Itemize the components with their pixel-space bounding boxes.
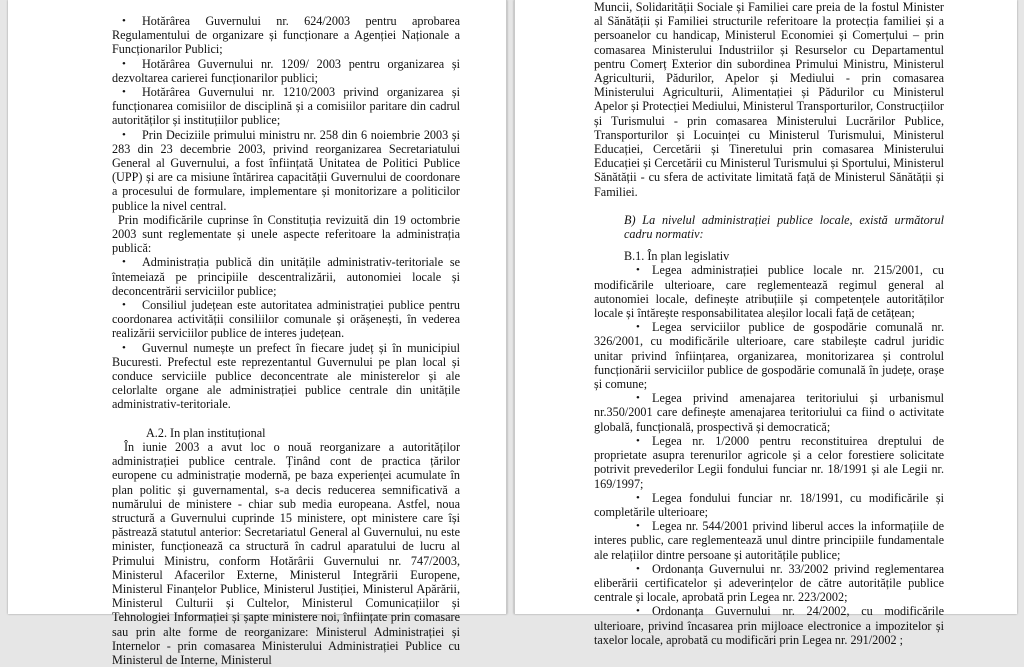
bullet-icon: •	[122, 256, 126, 269]
list-item-text: Administrația publică din unitățile administrativ-teritoriale se întemeiază pe principiile descentralizării, autonomiei locale și deconcentrării serviciilor publice;	[112, 255, 460, 298]
list-item	[594, 519, 944, 562]
bullet-icon: •	[636, 491, 640, 504]
section-a2-text: În iunie 2003 a avut loc o nouă reorganizare a autorităților administrației publice centrale. Ținând cont de practica țărilor europene cu administrație modernă, pe baza experienței acumulate în plan politic și guvernamental, s-a decis reducerea semnificativă a numărului de ministere - chiar sub media europeana. Astfel, noua structură a Guvernului cuprinde 15 ministere, opt ministere care își păstrează statutul anterior: Secretariatul General al Guvernului, nu este minister, funcționează ca structură în cadrul aparatului de lucru al Primului Ministru, conform Hotărârii Guvernului nr. 747/2003, Ministerul Afacerilor Externe, Ministerul Integrării Europene, Ministerul Finanțelor Publice, Ministerul Justiției, Ministerul Apărării, Ministerul Culturii și Cultelor, Ministerul Comunicațiilor și Tehnologiei Informației și șapte ministere noi, înființate prin comasare sau prin alte forme de reorganizare: Ministerul Administrației și Internelor - prin comasarea Ministerului Administrației Publice cu Ministerul de Interne, Ministerul	[112, 439, 460, 667]
constitution-list	[112, 255, 460, 411]
bullet-icon: •	[636, 392, 640, 405]
page-left-text-column	[112, 14, 460, 667]
page-right-text-column	[594, 0, 944, 647]
bullet-icon: •	[636, 520, 640, 533]
local-legislation-list	[594, 263, 944, 646]
constitution-paragraph: Prin modificările cuprinse în Constituția revizuită din 19 octombrie 2003 sunt reglementate și unele aspecte referitoare la administrația publică:	[112, 212, 460, 256]
list-item-text: Consiliul județean este autoritatea administrației publice pentru coordonarea activității consiliilor comunale și orășenești, în vederea realizării serviciilor publice de interes județean.	[112, 298, 460, 341]
list-item	[594, 391, 944, 434]
list-item	[112, 128, 460, 213]
section-b1-heading: B.1. În plan legislativ	[624, 249, 730, 264]
list-item	[594, 263, 944, 320]
bullet-icon: •	[636, 562, 640, 575]
list-item	[594, 604, 944, 647]
list-item-text: Hotărârea Guvernului nr. 624/2003 pentru aprobarea Regulamentului de organizare și funcționare a Agenției Naționale a Funcționarilor Publici;	[112, 14, 460, 57]
list-item-text: Legea administrației publice locale nr. 215/2001, cu modificările ulterioare, care reglementează regimul general al autonomiei locale, definește atribuțiile și competențele autorităților locale și întărește responsabilitatea aleșilor locali față de cetățean;	[594, 263, 944, 321]
section-b-heading: B) La nivelul administrației publice locale, există următorul cadru normativ:	[624, 212, 944, 242]
document-page-left	[8, 0, 507, 667]
section-a2-heading: A.2. In plan instituțional	[146, 425, 266, 440]
list-item	[594, 434, 944, 491]
legislation-list-top	[112, 14, 460, 213]
bullet-icon: •	[636, 264, 640, 277]
list-item-text: Ordonanța Guvernului nr. 33/2002 privind reglementarea eliberării certificatelor și adeverințelor de către autoritățile publice centrale și locale, aprobată prin Legea nr. 223/2002;	[594, 561, 944, 605]
list-item	[112, 298, 460, 341]
list-item-text: Legea serviciilor publice de gospodărie comunală nr. 326/2001, cu modificările ulterioare, care stabilește cadrul juridic unitar privind înființarea, organizarea, monitorizarea și controlul funcționării serviciilor publice de gospodărie comunală în județe, orașe și comune;	[594, 320, 944, 392]
bullet-icon: •	[636, 321, 640, 334]
list-item-text: Ordonanța Guvernului nr. 24/2002, cu modificările ulterioare, privind încasarea prin mijloace electronice a impozitelor și taxelor locale, aprobată cu modificări prin Legea nr. 291/2002 ;	[594, 604, 944, 647]
list-item	[112, 341, 460, 412]
list-item-text: Hotărârea Guvernului nr. 1210/2003 privind organizarea și funcționarea comisiilor de disciplină și a comisiilor paritare din cadrul autorităților și instituțiilor publice;	[112, 85, 460, 128]
bullet-icon: •	[122, 57, 126, 70]
bullet-icon: •	[122, 299, 126, 312]
list-item-text: Hotărârea Guvernului nr. 1209/ 2003 pentru organizarea și dezvoltarea carierei funcționarilor publici;	[112, 56, 460, 85]
bullet-icon: •	[122, 86, 126, 99]
bullet-icon: •	[122, 341, 126, 354]
list-item-text: Legea nr. 1/2000 pentru reconstituirea dreptului de proprietate asupra terenurilor agricole și a celor forestiere solicitate potrivit prevederilor Legii fondului funciar nr. 18/1991 și ale Legii nr. 169/1997;	[594, 433, 944, 491]
list-item	[594, 562, 944, 605]
list-item	[594, 491, 944, 519]
list-item-text: Legea fondului funciar nr. 18/1991, cu modificările și completările ulterioare;	[594, 490, 944, 519]
bullet-icon: •	[636, 605, 640, 618]
list-item	[112, 14, 460, 57]
document-page-right	[514, 0, 1017, 647]
list-item-text: Prin Deciziile primului ministru nr. 258 din 6 noiembrie 2003 și 283 din 23 decembrie 2003, privind reorganizarea Secretariatului General al Guvernului, a fost înființată Unitatea de Politici Publice (UPP) și are ca misiune întărirea capacității Guvernului de coordonare a procesului de formulare, implementare și monitorizare a politicilor publice la nivel central.	[112, 127, 460, 213]
bullet-icon: •	[636, 434, 640, 447]
continuation-paragraph: Muncii, Solidarității Sociale și Familiei care preia de la fostul Minister al Sănătății și Familiei structurile referitoare la protecția familiei și a persoanelor cu handicap, Ministerul Economiei și Comerțului – prin comasarea Ministerului Industriilor și Resurselor cu Departamentul pentru Comerț Exterior din subordinea Primului Ministru, Ministerul Agriculturii, Pădurilor, Apelor și Mediului - prin comasarea Ministerului Agriculturii, Alimentației și Pădurilor cu Ministerul Apelor și Protecției Mediului, Ministerul Transporturilor, Construcțiilor și Turismului - prin comasarea Ministerului Lucrărilor Publice, Transporturilor și Locuinței cu Ministerul Turismului, Ministerul Educației, Cercetării și Tineretului prin comasarea Ministerului Educației și Cercetării cu Ministerul Turismului și Sportului, Ministerul Sănătății - cu sfera de activitate limitată față de Ministerul Sănătății și Familiei.	[594, 0, 944, 199]
bullet-icon: •	[122, 128, 126, 141]
list-item	[594, 320, 944, 391]
list-item	[112, 255, 460, 298]
list-item-text: Guvernul numește un prefect în fiecare județ și în municipiul Bucuresti. Prefectul este reprezentantul Guvernului pe plan local și conduce serviciile publice deconcentrate ale ministerelor și ale celorlalte organe ale administrației publice centrale din unitățile administrativ-teritoriale.	[112, 340, 460, 412]
bullet-icon: •	[122, 15, 126, 27]
list-item	[112, 57, 460, 85]
list-item	[112, 85, 460, 128]
list-item-text: Legea nr. 544/2001 privind liberul acces la informațiile de interes public, care reglementează unul dintre principiile fundamentale ale relațiilor dintre persoane și autoritățile publice;	[594, 519, 944, 562]
list-item-text: Legea privind amenajarea teritoriului și urbanismul nr.350/2001 care definește amenajarea teritoriului ca fiind o activitate globală, funcțională, prospectivă și democratică;	[594, 391, 944, 434]
